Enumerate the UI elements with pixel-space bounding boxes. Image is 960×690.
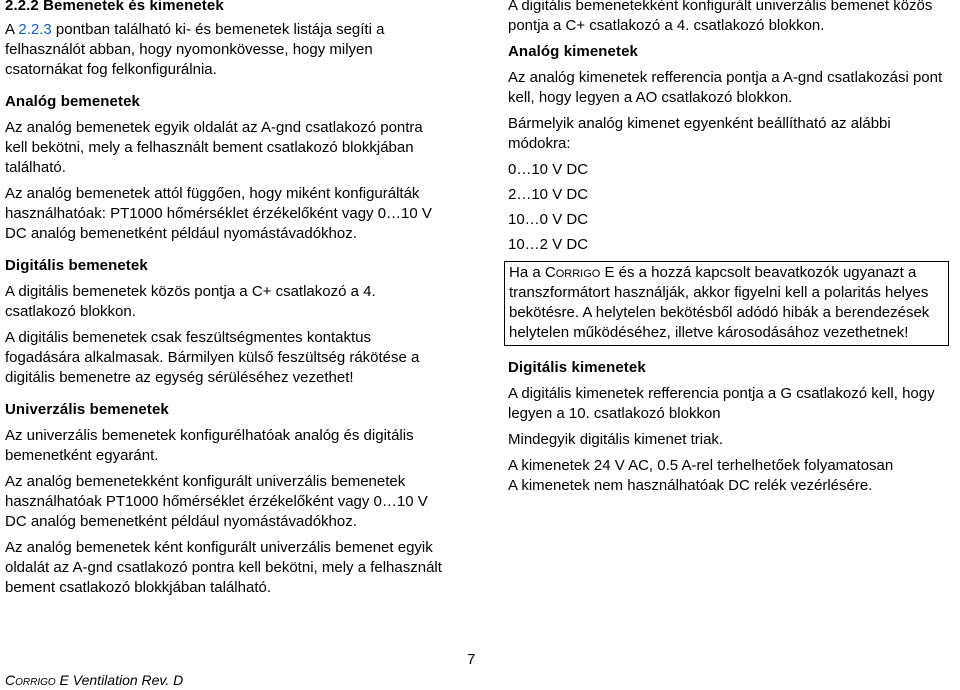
page-footer <box>5 670 183 690</box>
digital-inputs-heading: Digitális bemenetek <box>5 257 148 274</box>
right-column <box>508 0 954 502</box>
analog-inputs-paragraph-2: Az analóg bemenetek attól függően, hogy miként konfigurálták használhatóak: PT1000 hőmérséklet érzékelőként vagy 0…10 V DC analóg bemenetként például nyomástávadókhoz. <box>5 185 432 242</box>
digital-outputs-heading: Digitális kimenetek <box>508 359 646 376</box>
universal-inputs-heading: Univerzális bemenetek <box>5 401 169 418</box>
intro-paragraph: A 2.2.3 pontban található ki- és bemenetek listája segíti a felhasználót abban, hogy nyomonkövesse, hogy milyen csatornákat fog felkonfigurálnia. <box>5 21 385 78</box>
universal-inputs-paragraph-3: Az analóg bemenetek ként konfigurált univerzális bemenet egyik oldalát az A-gnd csatlakozó pontra kell bekötni, mely a felhasznált bement csatlakozó blokkjában található. <box>5 539 442 596</box>
left-column <box>5 0 445 604</box>
footer-text: E Ventilation Rev. D <box>55 672 184 688</box>
universal-digital-paragraph: A digitális bemenetekként konfigurált univerzális bemenet közös pontja a C+ csatlakozó a 4. csatlakozó blokkon. <box>508 0 933 34</box>
analog-inputs-paragraph-1: Az analóg bemenetek egyik oldalát az A-gnd csatlakozó pontra kell bekötni, mely a felhasznált bement csatlakozó blokkjában található. <box>5 119 423 176</box>
digital-outputs-paragraph-2: Mindegyik digitális kimenet triak. <box>508 431 724 448</box>
analog-outputs-heading: Analóg kimenetek <box>508 43 638 60</box>
analog-inputs-heading: Analóg bemenetek <box>5 93 140 110</box>
analog-outputs-paragraph-2: Bármelyik analóg kimenet egyenként beállítható az alábbi módokra: <box>508 115 891 152</box>
footer-brand: Corrigo <box>5 672 56 688</box>
digital-inputs-paragraph-2: A digitális bemenetek csak feszültségmentes kontaktus fogadására alkalmasak. Bármilyen külső feszültség rákötése a digitális bemenetre az egység sérüléséhez vezethet! <box>5 329 420 386</box>
universal-inputs-paragraph-1: Az univerzális bemenetek konfigurélhatóak analóg és digitális bemenetként egyaránt. <box>5 427 414 464</box>
digital-outputs-paragraph-4: A kimenetek nem használhatóak DC relék vezérlésére. <box>508 477 873 494</box>
analog-outputs-paragraph-1: Az analóg kimenetek refferencia pontja a A-gnd csatlakozási pont kell, hogy legyen a AO csatlakozó blokkon. <box>508 69 943 106</box>
output-modes-list <box>508 160 954 255</box>
page-number: 7 <box>467 651 476 668</box>
list-item: 10…0 V DC <box>508 211 589 228</box>
section-title: 2.2.2 Bemenetek és kimenetek <box>5 0 224 14</box>
digital-outputs-paragraph-1: A digitális kimenetek refferencia pontja a G csatlakozó kell, hogy legyen a 10. csatlakozó blokkon <box>508 385 935 422</box>
warning-box: Ha a Corrigo E és a hozzá kapcsolt beavatkozók ugyanazt a transzformátort használják, akkor figyelni kell a polaritás helyes bekötésre. A helytelen bekötésből adódó hibák a berendezések helytelen működéséhez, illetve károsodásához vezethetnek! <box>504 261 949 346</box>
universal-inputs-paragraph-2: Az analóg bemenetekként konfigurált univerzális bemenetek használhatóak PT1000 hőmérséklet érzékelőként vagy 0…10 V DC analóg bemenetként például nyomástávadókhoz. <box>5 473 428 530</box>
section-link[interactable]: 2.2.3 <box>18 21 52 38</box>
digital-outputs-paragraph-3: A kimenetek 24 V AC, 0.5 A-rel terhelhetőek folyamatosan <box>508 457 894 474</box>
list-item: 0…10 V DC <box>508 161 589 178</box>
brand-name: Corrigo <box>544 264 601 281</box>
list-item: 10…2 V DC <box>508 236 589 253</box>
digital-inputs-paragraph-1: A digitális bemenetek közös pontja a C+ csatlakozó a 4. csatlakozó blokkon. <box>5 283 376 320</box>
list-item: 2…10 V DC <box>508 186 589 203</box>
